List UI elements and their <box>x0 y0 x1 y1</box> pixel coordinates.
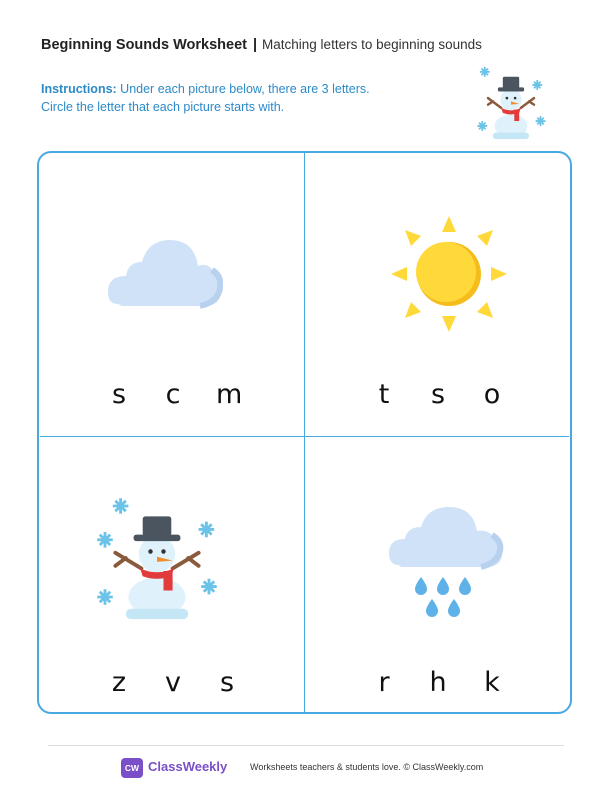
rain-cloud-icon <box>387 501 507 621</box>
letter-choices <box>40 380 306 410</box>
worksheet-title: Beginning Sounds Worksheet <box>41 37 247 53</box>
snowman-icon <box>470 62 552 144</box>
sun-icon <box>389 214 509 334</box>
letter-choice[interactable]: t <box>378 379 390 410</box>
worksheet-subtitle: Matching letters to beginning sounds <box>262 37 482 52</box>
letter-choices <box>305 380 571 410</box>
letter-choice[interactable]: v <box>165 667 181 698</box>
instructions-lead: Instructions: <box>41 82 117 96</box>
letter-choices <box>305 668 571 698</box>
instructions-line-1: Under each picture below, there are 3 letters. <box>116 82 370 96</box>
worksheet-header <box>41 37 482 53</box>
letter-choice[interactable]: s <box>430 379 446 410</box>
footer <box>0 756 612 780</box>
card-cloud <box>40 154 306 437</box>
letter-choice[interactable]: s <box>111 379 127 410</box>
letter-choice[interactable]: k <box>484 667 500 698</box>
letter-choice[interactable]: z <box>111 667 127 698</box>
letter-choice[interactable]: r <box>378 667 390 698</box>
letter-choices <box>40 668 306 698</box>
instructions-line-2: Circle the letter that each picture starts with. <box>41 100 285 114</box>
classweekly-logo[interactable]: CW <box>121 758 143 778</box>
letter-choice[interactable]: s <box>219 667 235 698</box>
card-rain <box>305 437 571 720</box>
footer-divider <box>48 745 564 746</box>
letter-choice[interactable]: h <box>429 667 447 698</box>
snowman-icon <box>92 493 222 623</box>
card-snowman <box>40 437 306 720</box>
instructions <box>41 80 441 116</box>
letter-choice[interactable]: o <box>483 379 501 410</box>
brand-name[interactable]: ClassWeekly <box>148 759 228 774</box>
footer-tagline: Worksheets teachers & students love. © ClassWeekly.com <box>250 762 484 772</box>
cloud-icon <box>108 232 223 312</box>
title-separator: | <box>252 37 258 53</box>
letter-choice[interactable]: m <box>216 379 243 410</box>
card-sun <box>305 154 571 437</box>
letter-choice[interactable]: c <box>165 379 181 410</box>
